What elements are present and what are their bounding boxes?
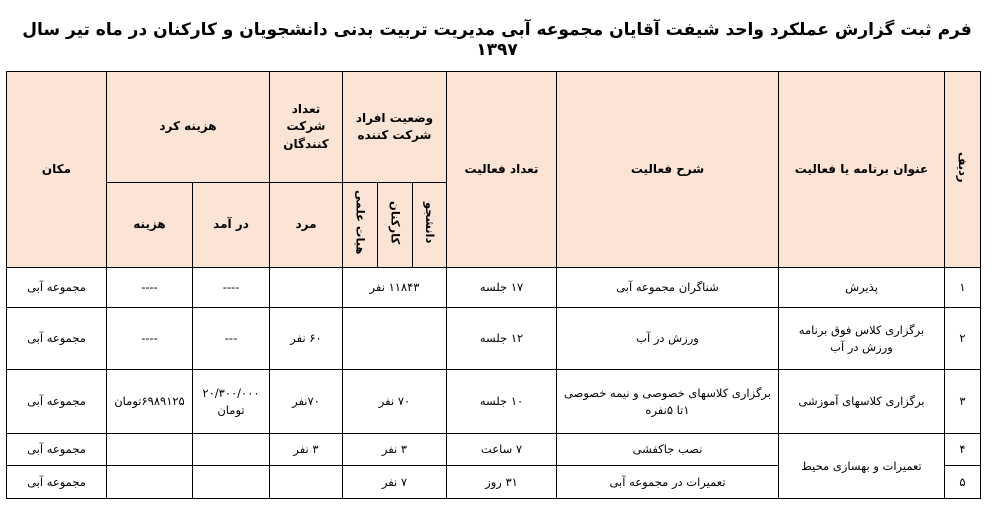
cell-place: مجموعه آبی bbox=[7, 434, 107, 466]
cell-expense bbox=[107, 434, 193, 466]
cell-status bbox=[343, 308, 447, 370]
cell-income: ---- bbox=[193, 268, 270, 308]
cell-male: ۳ نفر bbox=[270, 434, 343, 466]
table-row bbox=[7, 370, 981, 434]
cell-expense: ---- bbox=[107, 308, 193, 370]
cell-status: ۷ نفر bbox=[343, 466, 447, 499]
cell-status: ۷۰ نفر bbox=[343, 370, 447, 434]
cell-row-no: ۳ bbox=[945, 370, 981, 434]
header-activity-count: تعداد فعالیت bbox=[447, 72, 557, 268]
header-student: دانشجو bbox=[413, 183, 447, 268]
header-program-title: عنوان برنامه یا فعالیت bbox=[779, 72, 945, 268]
cell-expense: ۶۹۸۹۱۲۵تومان bbox=[107, 370, 193, 434]
cell-desc: شناگران مجموعه آبی bbox=[557, 268, 779, 308]
cell-male: ۶۰ نفر bbox=[270, 308, 343, 370]
cell-desc: برگزاری کلاسهای خصوصی و نیمه خصوصی ۱تا ۵نفره bbox=[557, 370, 779, 434]
cell-title: پذیرش bbox=[779, 268, 945, 308]
cell-income: ۲۰/۳۰۰/۰۰۰ تومان bbox=[193, 370, 270, 434]
cell-male bbox=[270, 466, 343, 499]
header-row-1 bbox=[7, 72, 981, 183]
header-participants-count: تعداد شرکت کنندگان bbox=[270, 72, 343, 183]
cell-row-no: ۴ bbox=[945, 434, 981, 466]
table-row bbox=[7, 434, 981, 466]
form-title: فرم ثبت گزارش عملکرد واحد شیفت آقایان مجموعه آبی مدیریت تربیت بدنی دانشجویان و کارکنان در ماه تیر سال ۱۳۹۷ bbox=[22, 20, 972, 60]
header-staff: کارکنان bbox=[378, 183, 413, 268]
cell-count: ۱۰ جلسه bbox=[447, 370, 557, 434]
header-faculty: هیات علمی bbox=[343, 183, 378, 268]
header-place: مکان bbox=[7, 72, 107, 268]
cell-desc: تعمیرات در مجموعه آبی bbox=[557, 466, 779, 499]
header-cost: هزینه کرد bbox=[107, 72, 270, 183]
cell-count: ۳۱ روز bbox=[447, 466, 557, 499]
cell-expense bbox=[107, 466, 193, 499]
cell-row-no: ۵ bbox=[945, 466, 981, 499]
cell-place: مجموعه آبی bbox=[7, 370, 107, 434]
cell-count: ۱۷ جلسه bbox=[447, 268, 557, 308]
header-male: مرد bbox=[270, 183, 343, 268]
header-income: در آمد bbox=[193, 183, 270, 268]
cell-male bbox=[270, 268, 343, 308]
header-participants-status: وضعیت افراد شرکت کننده bbox=[343, 72, 447, 183]
header-activity-desc: شرح فعالیت bbox=[557, 72, 779, 268]
cell-place: مجموعه آبی bbox=[7, 308, 107, 370]
cell-count: ۷ ساعت bbox=[447, 434, 557, 466]
header-expense: هزینه bbox=[107, 183, 193, 268]
cell-place: مجموعه آبی bbox=[7, 268, 107, 308]
cell-title: برگزاری کلاسهای آموزشی bbox=[779, 370, 945, 434]
cell-row-no: ۱ bbox=[945, 268, 981, 308]
cell-desc: ورزش در آب bbox=[557, 308, 779, 370]
cell-title: برگزاری کلاس فوق برنامه ورزش در آب bbox=[779, 308, 945, 370]
cell-status: ۱۱۸۴۳ نفر bbox=[343, 268, 447, 308]
cell-expense: ---- bbox=[107, 268, 193, 308]
cell-count: ۱۲ جلسه bbox=[447, 308, 557, 370]
cell-income bbox=[193, 434, 270, 466]
cell-row-no: ۲ bbox=[945, 308, 981, 370]
cell-status: ۳ نفر bbox=[343, 434, 447, 466]
report-table bbox=[6, 71, 981, 499]
table-row bbox=[7, 268, 981, 308]
table-row bbox=[7, 308, 981, 370]
header-row-no: ردیف bbox=[945, 72, 981, 268]
cell-desc: نصب جاکفشی bbox=[557, 434, 779, 466]
cell-income bbox=[193, 466, 270, 499]
cell-income: --- bbox=[193, 308, 270, 370]
cell-male: ۷۰نفر bbox=[270, 370, 343, 434]
cell-place: مجموعه آبی bbox=[7, 466, 107, 499]
cell-title: تعمیرات و بهسازی محیط bbox=[779, 434, 945, 499]
